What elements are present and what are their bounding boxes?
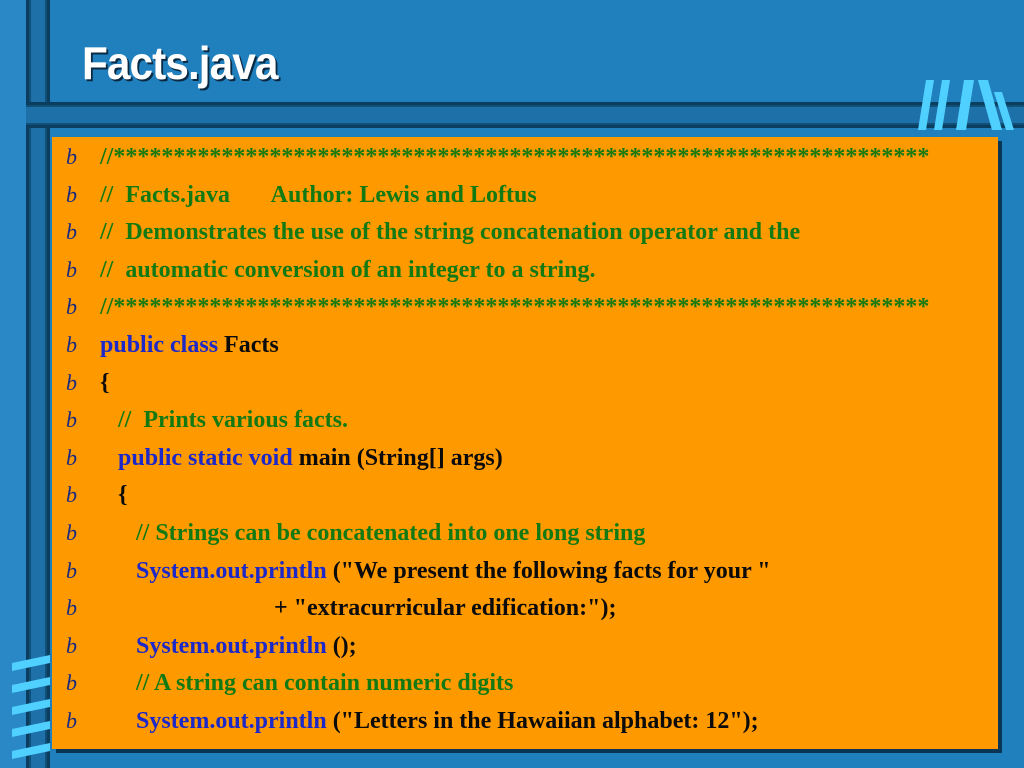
code-indent — [100, 445, 118, 471]
bullet-icon: b — [66, 144, 77, 169]
code-indent — [100, 670, 136, 696]
bullet-icon: b — [66, 708, 77, 733]
code-token: { — [118, 482, 128, 509]
code-keyword: System.out.println — [136, 632, 333, 659]
bullet-icon: b — [66, 444, 77, 470]
code-comment: // Strings can be concatenated into one long string — [136, 520, 646, 546]
code-comment: //******************************************************************** — [100, 144, 930, 170]
code-comment: // Facts.java Author: Lewis and Loftus — [100, 181, 537, 208]
bullet-icon: b — [66, 632, 77, 658]
bullet-icon: b — [66, 595, 77, 621]
code-comment: // automatic conversion of an integer to a string. — [100, 256, 596, 283]
code-comment: // Demonstrates the use of the string concatenation operator and the — [100, 219, 801, 246]
decorative-stripes-top-right — [918, 80, 1018, 140]
code-keyword: System.out.println — [136, 708, 333, 734]
code-token: ("We present the following facts for your " — [332, 557, 771, 584]
code-token: ("Letters in the Hawaiian alphabet: 12"); — [332, 708, 759, 734]
slide-title: Facts.java — [82, 37, 278, 89]
code-keyword: public class — [100, 332, 225, 358]
code-token: (); — [332, 632, 357, 659]
code-comment: // A string can contain numeric digits — [136, 670, 514, 697]
code-keyword: System.out.println — [136, 557, 333, 584]
bullet-icon: b — [66, 181, 77, 207]
bullet-icon: b — [66, 256, 77, 282]
code-comment: // Prints various facts. — [118, 407, 348, 434]
code-text — [100, 703, 759, 739]
bullet-icon: b — [66, 670, 77, 696]
code-text — [100, 402, 348, 438]
code-comment: //******************************************************************** — [100, 294, 930, 321]
bullet-icon: b — [66, 482, 77, 508]
code-keyword: public static void — [118, 444, 299, 471]
code-text — [100, 289, 929, 325]
bullet-icon: b — [66, 369, 77, 395]
code-indent — [100, 407, 118, 433]
code-indent — [100, 482, 118, 508]
code-token: + "extracurricular edification:"); — [274, 595, 617, 622]
code-indent — [100, 633, 136, 659]
code-text — [100, 327, 279, 363]
code-text — [100, 365, 109, 401]
bullet-icon: b — [66, 520, 77, 545]
code-text — [100, 440, 503, 476]
code-text — [100, 553, 771, 589]
code-indent — [100, 558, 136, 584]
code-text — [100, 477, 127, 513]
code-panel — [52, 137, 998, 749]
code-token: Facts — [224, 332, 279, 358]
bullet-icon: b — [66, 557, 77, 583]
decorative-stripes-bottom-left — [4, 655, 52, 760]
title-underline-inner — [26, 107, 1024, 123]
code-indent — [100, 595, 274, 621]
bullet-icon: b — [66, 407, 77, 433]
code-text — [100, 252, 596, 288]
code-text — [100, 515, 645, 551]
code-text — [100, 665, 513, 701]
code-indent — [100, 520, 136, 546]
code-text — [100, 628, 357, 664]
code-text — [100, 590, 616, 626]
left-bar-light — [0, 0, 26, 768]
bullet-icon: b — [66, 294, 77, 320]
code-text — [100, 177, 537, 213]
code-token: { — [100, 369, 110, 396]
code-token: main (String[] args) — [298, 444, 503, 471]
code-indent — [100, 708, 136, 734]
code-text — [100, 139, 929, 175]
bullet-icon: b — [66, 219, 77, 245]
bullet-icon: b — [66, 332, 77, 357]
code-text — [100, 214, 800, 250]
